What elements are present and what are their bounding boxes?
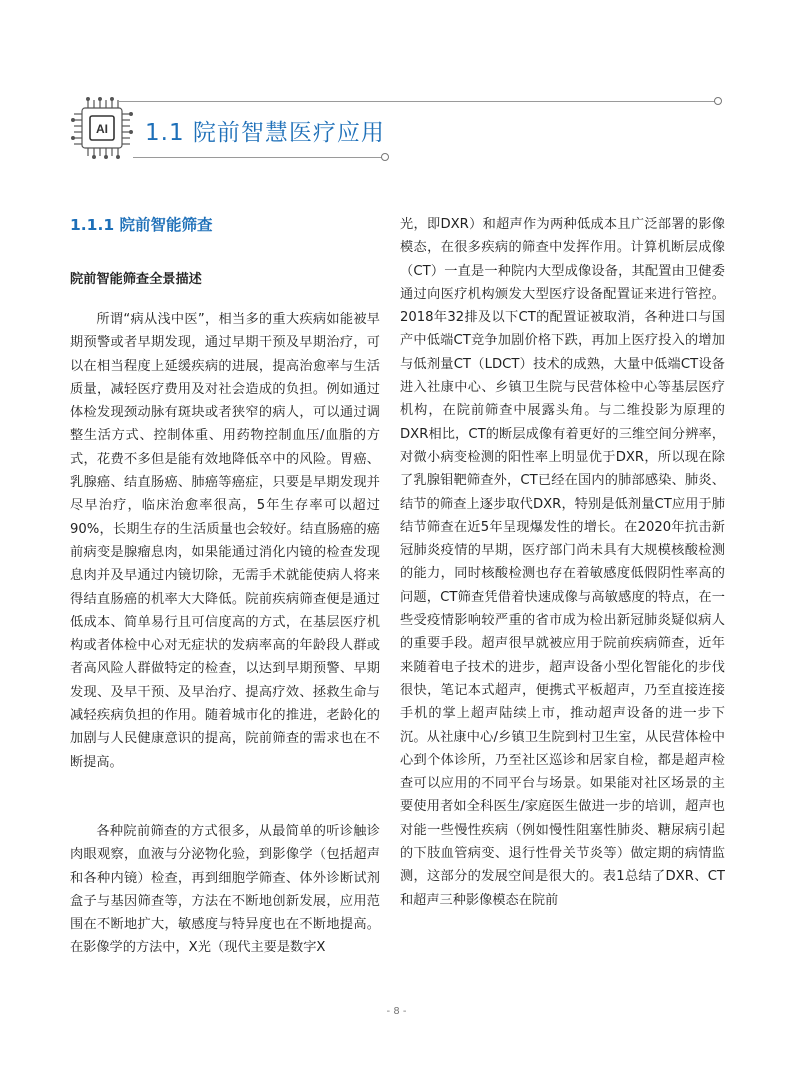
header-rule-bottom-endpoint (381, 153, 389, 161)
page-number: - 8 - (386, 1006, 407, 1017)
header-rule-bottom (133, 157, 384, 158)
ai-chip-icon (70, 94, 134, 164)
block-heading: 院前智能筛查全景描述 (70, 272, 202, 287)
right-column (400, 213, 725, 912)
body-paragraph-2: 各种院前筛查的方式很多，从最简单的听诊触诊肉眼观察，血液与分泌物化验，到影像学（包括超声和各种内镜）检查，再到细胞学筛查、体外诊断试剂盒子与基因筛查等，方法在不断地创新发展，应用范围在不断地扩大，敏感度与特异度也在不断地提高。在影像学的方法中，X光（现代主要是数字X (70, 823, 380, 956)
section-title: 1.1 院前智慧医疗应用 (145, 120, 385, 146)
header-rule-top (118, 101, 716, 102)
left-column (70, 213, 380, 960)
ai-chip-label: AI (96, 122, 108, 136)
subsection-title: 1.1.1 院前智能筛查 (70, 216, 213, 234)
body-paragraph-continued: 光，即DXR）和超声作为两种低成本且广泛部署的影像模态，在很多疾病的筛查中发挥作用。计算机断层成像（CT）一直是一种院内大型成像设备，其配置由卫健委通过向医疗机构颁发大型医疗设备配置证来进行管控。2018年32排及以下CT的配置证被取消，各种进口与国产中低端CT竞争加剧价格下跌，再加上医疗投入的增加与低剂量CT（LDCT）技术的成熟，大量中低端CT设备进入社康中心、乡镇卫生院与民营体检中心等基层医疗机构，在院前筛查中展露头角。与二维投影为原理的DXR相比，CT的断层成像有着更好的三维空间分辨率，对微小病变检测的阳性率上明显优于DXR，所以现在除了乳腺钼靶筛查外，CT已经在国内的肺部感染、肺炎、结节的筛查上逐步取代DXR，特别是低剂量CT应用于肺结节筛查在近5年呈现爆发性的增长。在2020年抗击新冠肺炎疫情的早期，医疗部门尚未具有大规模核酸检测的能力，同时核酸检测也存在着敏感度低假阴性率高的问题，CT筛查凭借着快速成像与高敏感度的特点，在一些受疫情影响较严重的省市成为检出新冠肺炎疑似病人的重要手段。超声很早就被应用于院前疾病筛查，近年来随着电子技术的进步，超声设备小型化智能化的步伐很快，笔记本式超声，便携式平板超声，乃至直接连接手机的掌上超声陆续上市，推动超声设备的进一步下沉。从社康中心/乡镇卫生院到村卫生室，从民营体检中心到个体诊所，乃至社区巡诊和居家自检，都是超声检查可以应用的不同平台与场景。如果能对社区场景的主要使用者如全科医生/家庭医生做进一步的培训，超声也对能一些慢性疾病（例如慢性阻塞性肺炎、糖尿病引起的下肢血管病变、退行性骨关节炎等）做定期的病情监测，这部分的发展空间是很大的。表1总结了DXR、CT和超声三种影像模态在院前 (400, 217, 725, 908)
header-rule-endpoint (714, 97, 722, 105)
chapter-header (0, 0, 793, 190)
body-paragraph-1: 所谓“病从浅中医”，相当多的重大疾病如能被早期预警或者早期发现，通过早期干预及早期治疗，可以在相当程度上延缓疾病的进展，提高治愈率与生活质量，减轻医疗费用及对社会造成的负担。例如通过体检发现颈动脉有斑块或者狭窄的病人，可以通过调整生活方式、控制体重、用药物控制血压/血脂的方式，花费不多但是能有效地降低卒中的风险。胃癌、乳腺癌、结直肠癌、肺癌等癌症，只要是早期发现并尽早治疗，临床治愈率很高，5年生存率可以超过90%，长期生存的生活质量也会较好。结直肠癌的癌前病变是腺瘤息肉，如果能通过消化内镜的检查发现息肉并及早通过内镜切除，无需手术就能使病人将来得结直肠癌的机率大大降低。院前疾病筛查便是通过低成本、简单易行且可信度高的方式，在基层医疗机构或者体检中心对无症状的发病率高的年龄段人群或者高风险人群做特定的检查，以达到早期预警、早期发现、及早干预、及早治疗、提高疗效、拯救生命与减轻疾病负担的作用。随着城市化的推进，老龄化的加剧与人民健康意识的提高，院前筛查的需求也在不断提高。 (70, 312, 380, 770)
